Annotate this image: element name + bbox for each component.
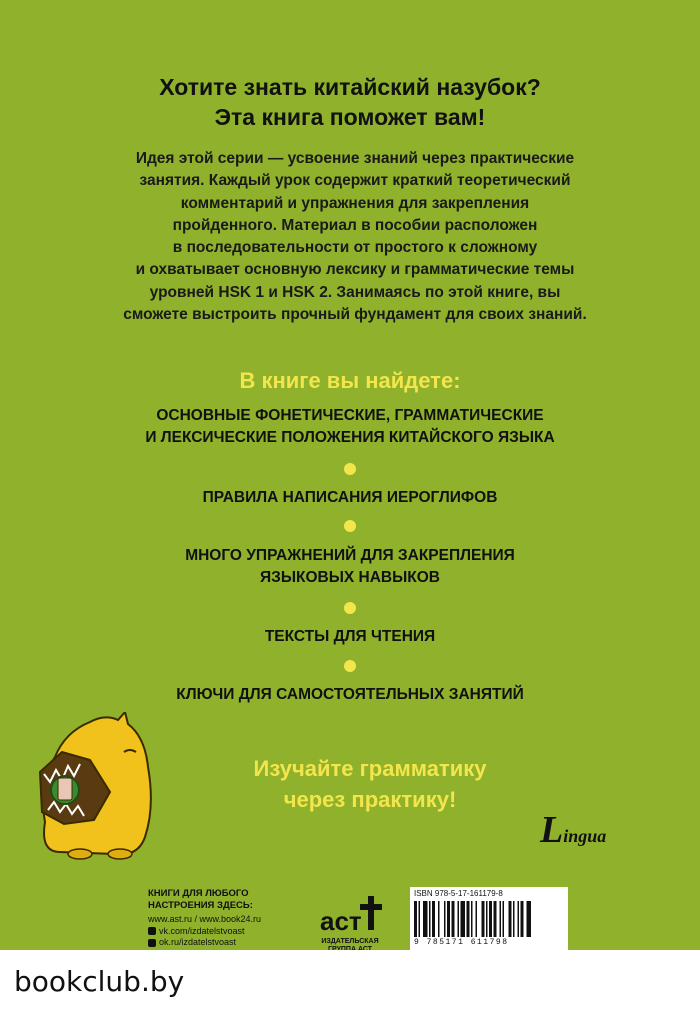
lingua-logo-initial: L xyxy=(540,809,564,851)
promo-vk-row[interactable] xyxy=(148,926,288,938)
ast-logo-text: аст xyxy=(320,906,362,936)
lingua-logo-rest: ingua xyxy=(563,826,607,846)
promo-ok: ok.ru/izdatelstvoast xyxy=(159,937,237,947)
feature-line: И ЛЕКСИЧЕСКИЕ ПОЛОЖЕНИЯ КИТАЙСКОГО ЯЗЫКА xyxy=(145,429,555,446)
barcode-bar xyxy=(444,901,446,937)
promo-block xyxy=(148,888,288,949)
feature-line: ЯЗЫКОВЫХ НАВЫКОВ xyxy=(259,569,441,586)
feature-item xyxy=(40,405,660,449)
barcode-bar xyxy=(486,901,488,937)
ok-icon xyxy=(148,939,156,947)
description-line: пройденного. Материал в пособии расположен xyxy=(172,216,538,234)
find-title: В книге вы найдете: xyxy=(239,368,461,393)
barcode xyxy=(414,901,564,937)
description-line: комментарий и упражнения для закрепления xyxy=(180,194,530,212)
bullet-dot xyxy=(344,463,356,475)
slogan-line-2: через практику! xyxy=(283,787,457,812)
promo-heading-2: НАСТРОЕНИЯ ЗДЕСЬ: xyxy=(148,899,253,911)
bullet-dot xyxy=(344,660,356,672)
watermark: bookclub.by xyxy=(14,965,185,998)
feature-line: МНОГО УПРАЖНЕНИЙ ДЛЯ ЗАКРЕПЛЕНИЯ xyxy=(185,547,515,564)
barcode-bar xyxy=(429,901,431,937)
feature-line: ТЕКСТЫ ДЛЯ ЧТЕНИЯ xyxy=(264,628,436,645)
barcode-bar xyxy=(458,901,460,937)
description-line: занятия. Каждый урок содержит краткий теоретический xyxy=(139,172,571,190)
feature-line: КЛЮЧИ ДЛЯ САМОСТОЯТЕЛЬНЫХ ЗАНЯТИЙ xyxy=(176,686,524,703)
barcode-bar xyxy=(482,901,485,937)
promo-ok-row[interactable] xyxy=(148,937,288,949)
barcode-bar xyxy=(489,901,492,937)
barcode-bar xyxy=(452,901,455,937)
isbn-label: ISBN 978-5-17-161179-8 xyxy=(414,889,503,898)
description xyxy=(60,148,650,326)
feature-item xyxy=(40,487,660,509)
bullet-dot xyxy=(344,602,356,614)
bullet-dot xyxy=(344,520,356,532)
ean-number: 9 785171 611798 xyxy=(414,938,509,947)
slogan-line-1: Изучайте грамматику xyxy=(253,756,487,781)
feature-item xyxy=(40,545,660,589)
barcode-bar xyxy=(447,901,450,937)
ast-logo xyxy=(316,892,386,938)
barcode-bar xyxy=(494,901,497,937)
barcode-bar xyxy=(419,901,421,937)
barcode-bar xyxy=(518,901,520,937)
description-line: сможете выстроить прочный фундамент для своих знаний. xyxy=(123,306,587,324)
barcode-bar xyxy=(438,901,440,937)
barcode-bar xyxy=(513,901,515,937)
vk-icon xyxy=(148,927,156,935)
description-line: уровней HSK 1 и HSK 2. Занимаясь по этой книге, вы xyxy=(149,283,561,301)
barcode-bar xyxy=(527,901,532,937)
headline-line-2: Эта книга поможет вам! xyxy=(214,104,486,130)
monster-mascot-illustration xyxy=(20,712,170,862)
promo-vk: vk.com/izdatelstvoast xyxy=(159,925,245,936)
publisher-caption xyxy=(310,938,390,950)
barcode-bar xyxy=(476,901,478,937)
feature-item xyxy=(40,626,660,648)
barcode-bar xyxy=(467,901,470,937)
barcode-bar xyxy=(423,901,428,937)
isbn-block xyxy=(410,887,568,950)
headline-line-1: Хотите знать китайский назубок? xyxy=(159,74,541,100)
barcode-bar xyxy=(503,901,505,937)
barcode-bar xyxy=(500,901,502,937)
promo-sites[interactable]: www.ast.ru / www.book24.ru xyxy=(148,914,262,924)
barcode-bar xyxy=(471,901,473,937)
barcode-bar xyxy=(432,901,435,937)
description-line: в последовательности от простого к сложному xyxy=(172,239,538,257)
description-line: Идея этой серии — усвоение знаний через практические xyxy=(135,150,575,167)
feature-item xyxy=(40,684,660,706)
publisher-caption-1: ИЗДАТЕЛЬСКАЯ xyxy=(321,938,379,945)
barcode-bar xyxy=(509,901,512,937)
barcode-bar xyxy=(414,901,417,937)
feature-line: ОСНОВНЫЕ ФОНЕТИЧЕСКИЕ, ГРАММАТИЧЕСКИЕ xyxy=(156,407,544,424)
barcode-bar xyxy=(461,901,466,937)
promo-heading-1: КНИГИ ДЛЯ ЛЮБОГО xyxy=(148,888,249,899)
lingua-logo xyxy=(540,808,606,852)
barcode-bar xyxy=(521,901,524,937)
description-line: и охватывает основную лексику и грамматические темы xyxy=(135,261,575,279)
publisher-caption-2: ГРУППА АСТ xyxy=(328,946,372,950)
feature-line: ПРАВИЛА НАПИСАНИЯ ИЕРОГЛИФОВ xyxy=(202,489,498,506)
